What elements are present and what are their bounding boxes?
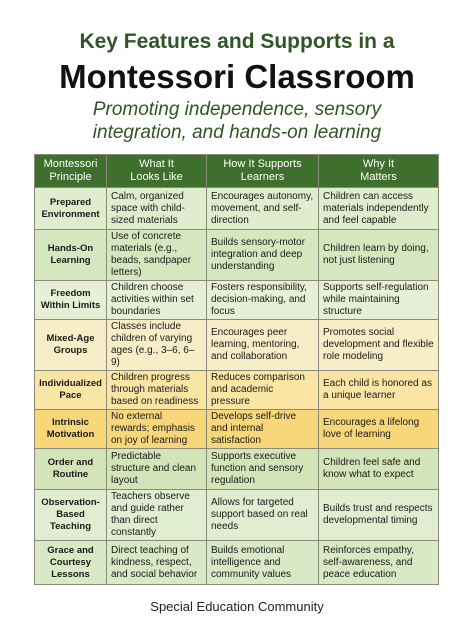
table-row — [35, 449, 439, 490]
supports-cell: Allows for targeted support based on real needs — [207, 490, 319, 541]
looks-like-cell: Children progress through materials based on readiness — [107, 371, 207, 410]
principle-cell — [35, 371, 107, 410]
matters-cell: Promotes social development and flexible role modeling — [319, 320, 439, 371]
looks-like-cell: Teachers observe and guide rather than direct constantly — [107, 490, 207, 541]
principle-line: Routine — [52, 469, 89, 480]
supports-cell: Develops self-drive and internal satisfaction — [207, 410, 319, 449]
column-header-principle — [35, 155, 107, 188]
supports-cell: Encourages autonomy, movement, and self-direction — [207, 188, 319, 230]
looks-like-cell: Calm, organized space with child-sized materials — [107, 188, 207, 230]
matters-cell: Children can access materials independently and feel capable — [319, 188, 439, 230]
column-header-line: Looks Like — [130, 171, 183, 183]
principle-line: Pace — [59, 390, 82, 401]
looks-like-cell: Direct teaching of kindness, respect, and social behavior — [107, 541, 207, 585]
table-row — [35, 320, 439, 371]
looks-like-cell: Children choose activities within set boundaries — [107, 281, 207, 320]
principle-cell — [35, 541, 107, 585]
column-header-line: Matters — [360, 171, 397, 183]
column-header-line: Principle — [49, 171, 92, 183]
looks-like-cell: Use of concrete materials (e.g., beads, sandpaper letters) — [107, 230, 207, 281]
column-header-line: Why It — [362, 158, 395, 170]
column-header-line: What It — [139, 158, 174, 170]
matters-cell: Children feel safe and know what to expect — [319, 449, 439, 490]
looks-like-cell: Classes include children of varying ages (e.g., 3–6, 6–9) — [107, 320, 207, 371]
looks-like-cell: Predictable structure and clean layout — [107, 449, 207, 490]
supports-cell: Builds emotional intelligence and community values — [207, 541, 319, 585]
column-header-line: How It Supports — [223, 158, 302, 170]
principle-line: Freedom — [50, 288, 91, 299]
table-row — [35, 541, 439, 585]
principle-line: Based Teaching — [50, 509, 91, 532]
footer-credit: Special Education Community — [150, 599, 324, 614]
column-header-line: Montessori — [43, 158, 98, 170]
matters-cell: Children learn by doing, not just listening — [319, 230, 439, 281]
column-header-supports — [207, 155, 319, 188]
principle-line: Environment — [41, 208, 100, 220]
principle-line: Order and — [47, 457, 94, 468]
title-line-2: Montessori Classroom — [59, 58, 415, 95]
principle-line: Observation- — [41, 497, 100, 508]
table-header-row — [35, 155, 439, 188]
principle-cell — [35, 188, 107, 230]
principle-line: Within Limits — [40, 300, 101, 311]
table-row — [35, 281, 439, 320]
table-row — [35, 230, 439, 281]
matters-cell: Each child is honored as a unique learner — [319, 371, 439, 410]
supports-cell: Builds sensory-motor integration and deep understanding — [207, 230, 319, 281]
table-row — [35, 490, 439, 541]
principle-line: Individualized — [39, 378, 102, 389]
principle-cell — [35, 320, 107, 371]
principle-cell — [35, 490, 107, 541]
title-line-1: Key Features and Supports in a — [79, 30, 395, 53]
looks-like-cell: No external rewards; emphasis on joy of learning — [107, 410, 207, 449]
supports-cell: Reduces comparison and academic pressure — [207, 371, 319, 410]
matters-cell: Encourages a lifelong love of learning — [319, 410, 439, 449]
principle-cell — [35, 410, 107, 449]
table-row — [35, 410, 439, 449]
features-table — [34, 154, 439, 585]
principle-line: Prepared — [49, 196, 92, 208]
supports-cell: Fosters responsibility, decision-making, and focus — [207, 281, 319, 320]
table-row — [35, 371, 439, 410]
column-header-looks-like — [107, 155, 207, 188]
principle-cell — [35, 449, 107, 490]
subtitle — [0, 98, 474, 144]
principle-line: Intrinsic — [52, 417, 89, 428]
principle-line: Motivation — [46, 429, 95, 440]
supports-cell: Supports executive function and sensory regulation — [207, 449, 319, 490]
column-header-matters — [319, 155, 439, 188]
principle-line: Hands-On — [47, 243, 94, 254]
subtitle-line-1: Promoting independence, sensory — [92, 99, 382, 120]
matters-cell: Supports self-regulation while maintaining structure — [319, 281, 439, 320]
principle-line: Grace and — [47, 544, 94, 556]
principle-cell — [35, 230, 107, 281]
matters-cell: Builds trust and respects developmental timing — [319, 490, 439, 541]
matters-cell: Reinforces empathy, self-awareness, and peace education — [319, 541, 439, 585]
table-row — [35, 188, 439, 230]
principle-line: Groups — [53, 345, 88, 356]
principle-cell — [35, 281, 107, 320]
principle-line: Courtesy Lessons — [49, 556, 92, 580]
supports-cell: Encourages peer learning, mentoring, and collaboration — [207, 320, 319, 371]
column-header-line: Learners — [240, 171, 285, 183]
principle-line: Learning — [50, 255, 91, 266]
subtitle-line-2: integration, and hands-on learning — [92, 122, 382, 143]
principle-line: Mixed-Age — [46, 333, 95, 344]
